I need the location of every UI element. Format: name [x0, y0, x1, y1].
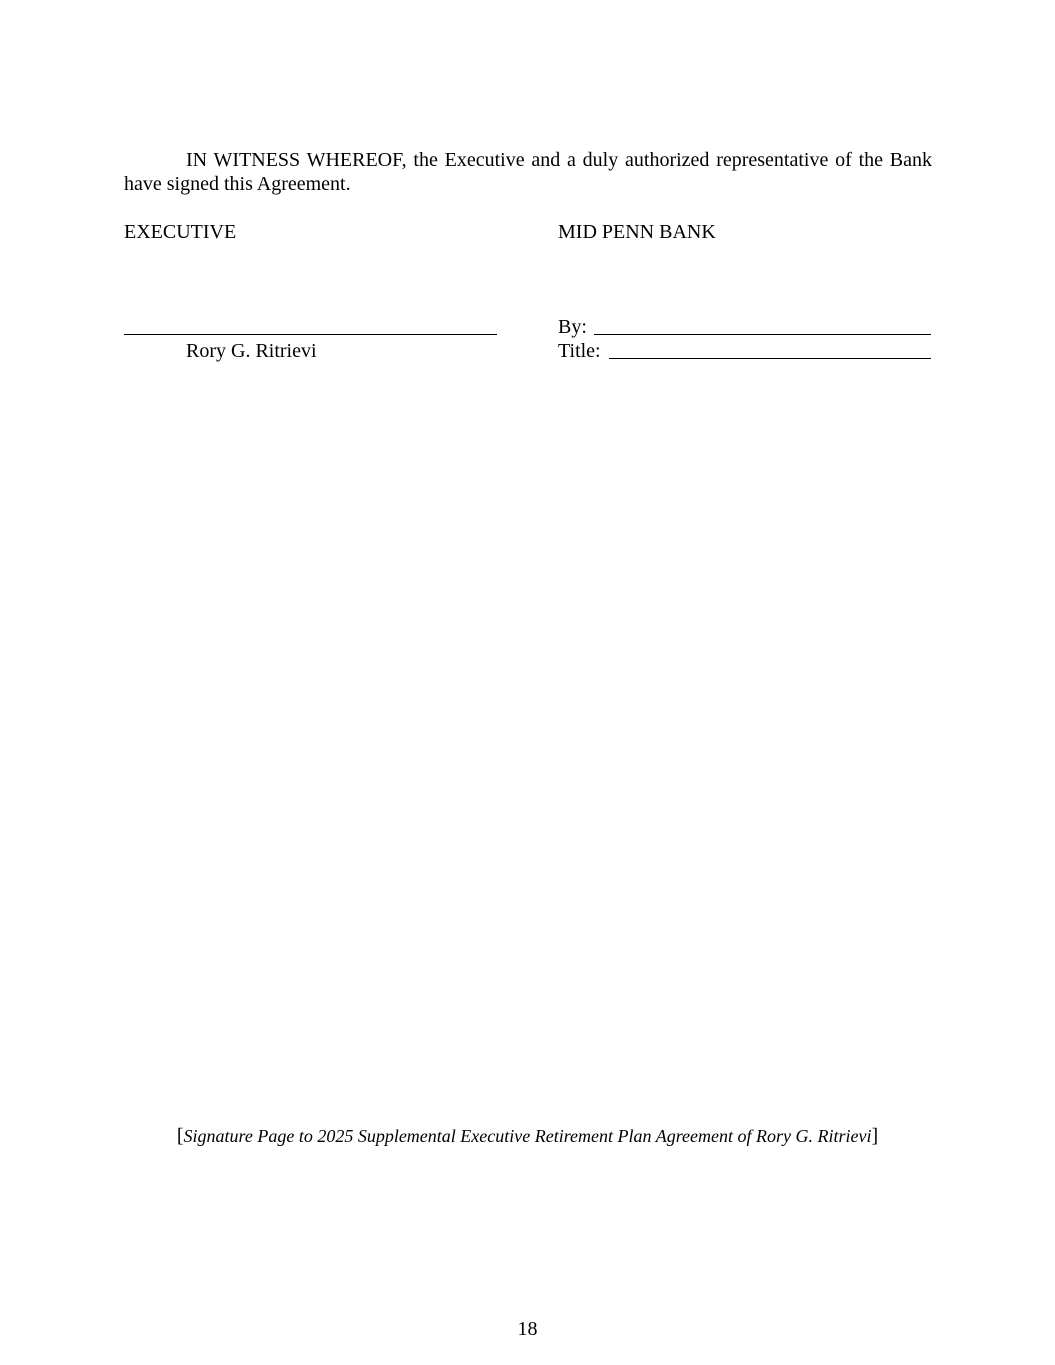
bank-heading: MID PENN BANK: [558, 221, 716, 243]
executive-signer-name: Rory G. Ritrievi: [186, 340, 317, 362]
witness-paragraph: IN WITNESS WHEREOF, the Executive and a duly authorized representative of the Bank have signed this Agreement.: [124, 149, 932, 195]
signature-page-caption: Signature Page to 2025 Supplemental Executive Retirement Plan Agreement of Rory G. Ritrievi: [183, 1126, 872, 1146]
executive-signature-line: [124, 334, 497, 335]
executive-heading: EXECUTIVE: [124, 221, 237, 243]
bracket-close: ]: [871, 1125, 879, 1147]
by-label: By:: [558, 316, 587, 338]
bracket-open: [: [176, 1125, 184, 1147]
title-label: Title:: [558, 340, 601, 362]
page-number: 18: [517, 1318, 538, 1340]
by-signature-line: [594, 334, 931, 335]
title-line: [609, 358, 931, 359]
signature-page-note: [0, 1124, 1055, 1148]
